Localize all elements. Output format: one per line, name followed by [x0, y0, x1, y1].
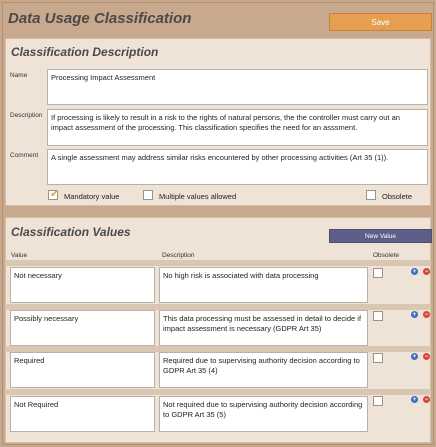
row-obsolete-checkbox[interactable]: [373, 396, 383, 406]
column-header-value: Value: [11, 252, 28, 259]
multiple-values-checkbox[interactable]: [143, 190, 153, 200]
name-field[interactable]: Processing Impact Assessment: [47, 69, 428, 105]
obsolete-checkbox[interactable]: [366, 190, 376, 200]
mandatory-checkbox[interactable]: [48, 190, 58, 200]
plus-circle-icon[interactable]: +: [412, 268, 417, 275]
value-description-field[interactable]: No high risk is associated with data processing: [159, 267, 368, 303]
row-obsolete-checkbox[interactable]: [373, 353, 383, 363]
multiple-values-label: Multiple values allowed: [159, 192, 237, 201]
row-obsolete-checkbox[interactable]: [373, 311, 383, 321]
mandatory-label: Mandatory value: [64, 192, 120, 201]
row-separator: [5, 389, 431, 395]
value-description-field[interactable]: Not required due to supervising authority decision according to GDPR Art 35 (5): [159, 396, 368, 432]
minus-circle-icon[interactable]: −: [424, 353, 429, 360]
value-field[interactable]: Not Required: [10, 396, 155, 432]
minus-circle-icon[interactable]: −: [424, 311, 429, 318]
save-button[interactable]: Save: [329, 13, 432, 31]
values-section-title: Classification Values: [11, 225, 131, 239]
value-field[interactable]: Required: [10, 352, 155, 388]
comment-field[interactable]: A single assessment may address similar risks encountered by other processing activities (Art 35 (1)).: [47, 149, 428, 185]
description-label: Description: [10, 112, 43, 119]
plus-circle-icon[interactable]: +: [412, 353, 417, 360]
value-field[interactable]: Not necessary: [10, 267, 155, 303]
plus-circle-icon[interactable]: +: [412, 396, 417, 403]
row-separator: [5, 260, 431, 266]
value-description-field[interactable]: This data processing must be assessed in detail to decide if impact assessment is necessary (GDPR Art 35): [159, 310, 368, 346]
value-field[interactable]: Possibly necessary: [10, 310, 155, 346]
name-label: Name: [10, 72, 28, 79]
checkmark-icon: ✔: [50, 188, 60, 200]
column-header-description: Description: [162, 252, 195, 259]
obsolete-label: Obsolete: [382, 192, 413, 201]
value-description-field[interactable]: Required due to supervising authority decision according to GDPR Art 35 (4): [159, 352, 368, 388]
description-section-title: Classification Description: [11, 45, 159, 59]
plus-circle-icon[interactable]: +: [412, 311, 417, 318]
page-title: Data Usage Classification: [8, 10, 192, 27]
column-header-obsolete: Obsolete: [373, 252, 400, 259]
new-value-button[interactable]: New Value: [329, 229, 432, 243]
description-field[interactable]: If processing is likely to result in a risk to the rights of natural persons, the the controller must carry out an impact assessment of the processing. This classification specifies the need for an asssment.: [47, 109, 428, 146]
row-obsolete-checkbox[interactable]: [373, 268, 383, 278]
minus-circle-icon[interactable]: −: [424, 396, 429, 403]
minus-circle-icon[interactable]: −: [424, 268, 429, 275]
comment-label: Comment: [10, 152, 39, 159]
